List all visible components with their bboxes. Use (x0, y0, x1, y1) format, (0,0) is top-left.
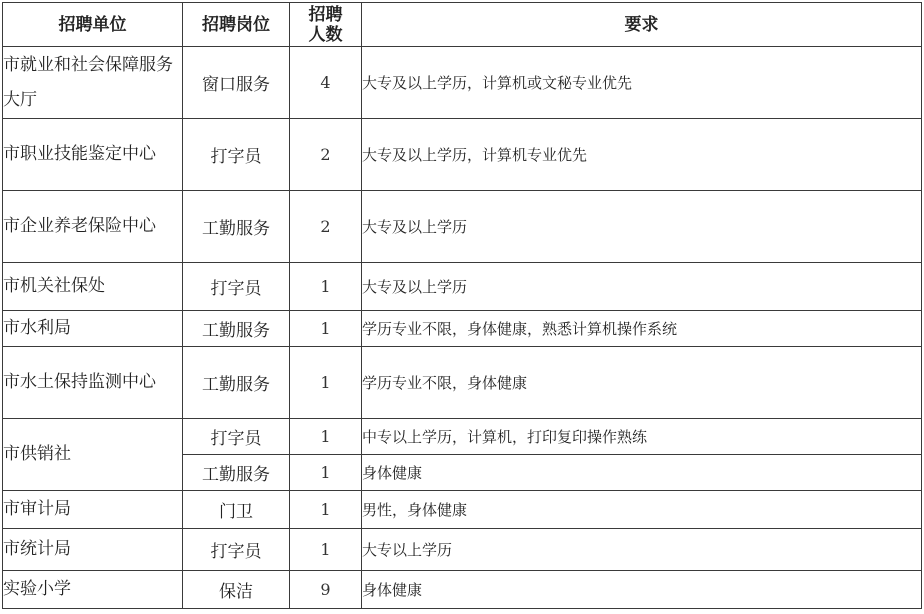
header-count-line2: 人数 (308, 24, 343, 45)
position-cell: 工勤服务 (183, 455, 290, 491)
position-cell: 打字员 (183, 419, 290, 455)
position-cell: 窗口服务 (183, 47, 290, 119)
count-cell: 1 (290, 529, 362, 571)
count-cell: 2 (290, 191, 362, 263)
count-cell: 1 (290, 491, 362, 529)
requirement-cell: 大专及以上学历，计算机专业优先 (362, 119, 922, 191)
unit-cell: 市就业和社会保障服务大厅 (3, 47, 183, 119)
header-unit: 招聘单位 (3, 3, 183, 47)
count-cell: 9 (290, 571, 362, 609)
requirement-cell: 男性，身体健康 (362, 491, 922, 529)
count-cell: 1 (290, 311, 362, 347)
requirement-cell: 大专及以上学历 (362, 263, 922, 311)
unit-cell: 市机关社保处 (3, 263, 183, 311)
unit-cell: 市供销社 (3, 419, 183, 491)
table-row (3, 311, 922, 347)
table-row (3, 347, 922, 419)
unit-cell: 市水利局 (3, 311, 183, 347)
requirement-cell: 大专以上学历 (362, 529, 922, 571)
header-requirement: 要求 (362, 3, 922, 47)
table-row (3, 191, 922, 263)
position-cell: 打字员 (183, 119, 290, 191)
position-cell: 门卫 (183, 491, 290, 529)
table-row (3, 47, 922, 119)
position-cell: 工勤服务 (183, 191, 290, 263)
requirement-cell: 学历专业不限，身体健康，熟悉计算机操作系统 (362, 311, 922, 347)
unit-cell: 实验小学 (3, 571, 183, 609)
requirement-cell: 大专及以上学历 (362, 191, 922, 263)
table-row (3, 419, 922, 455)
count-cell: 1 (290, 455, 362, 491)
unit-cell: 市审计局 (3, 491, 183, 529)
unit-cell: 市企业养老保险中心 (3, 191, 183, 263)
position-cell: 工勤服务 (183, 347, 290, 419)
requirement-cell: 身体健康 (362, 571, 922, 609)
table-header-row (3, 3, 922, 47)
header-position: 招聘岗位 (183, 3, 290, 47)
count-cell: 4 (290, 47, 362, 119)
count-cell: 1 (290, 347, 362, 419)
count-cell: 1 (290, 263, 362, 311)
unit-cell: 市职业技能鉴定中心 (3, 119, 183, 191)
unit-cell: 市水土保持监测中心 (3, 347, 183, 419)
position-cell: 打字员 (183, 263, 290, 311)
header-count (290, 3, 362, 47)
position-cell: 工勤服务 (183, 311, 290, 347)
header-count-line1: 招聘 (308, 4, 343, 25)
table-row (3, 491, 922, 529)
position-cell: 保洁 (183, 571, 290, 609)
recruitment-table (2, 2, 922, 609)
table-row (3, 529, 922, 571)
count-cell: 1 (290, 419, 362, 455)
table-row (3, 571, 922, 609)
requirement-cell: 学历专业不限，身体健康 (362, 347, 922, 419)
requirement-cell: 身体健康 (362, 455, 922, 491)
requirement-cell: 中专以上学历，计算机，打印复印操作熟练 (362, 419, 922, 455)
requirement-cell: 大专及以上学历，计算机或文秘专业优先 (362, 47, 922, 119)
table-row (3, 119, 922, 191)
position-cell: 打字员 (183, 529, 290, 571)
count-cell: 2 (290, 119, 362, 191)
unit-cell: 市统计局 (3, 529, 183, 571)
table-row (3, 263, 922, 311)
